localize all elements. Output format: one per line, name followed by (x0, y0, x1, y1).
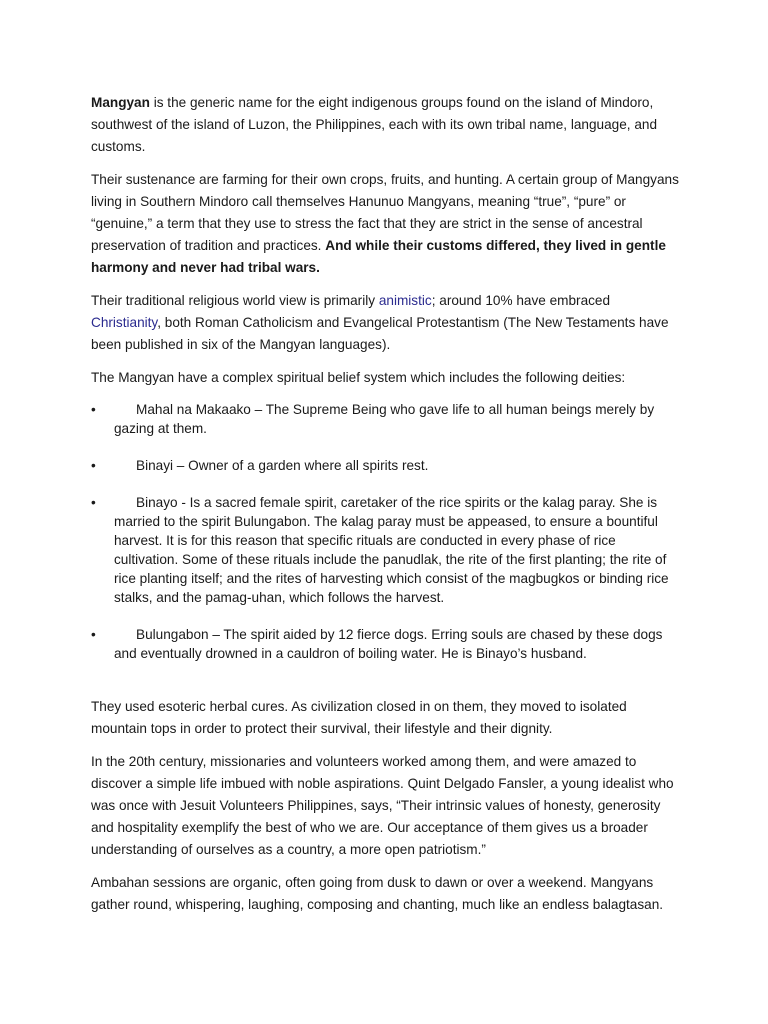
religion-paragraph (91, 290, 681, 356)
intro-paragraph (91, 92, 681, 158)
deity-text: Mahal na Makaako – The Supreme Being who gave life to all human beings merely by gazing at them. (114, 402, 655, 436)
sustenance-paragraph (91, 169, 681, 279)
list-item (91, 625, 681, 663)
sustenance-text: Their sustenance are farming for their own crops, fruits, and hunting. A certain group of Mangyans living in Southern Mindoro call themselves Hanunuo Mangyans, meaning “true”, “pure” or “genuine,” a term that they use to stress the fact that they are strict in the sense of ancestral preservation of tradition and practices. (91, 172, 679, 253)
harmony-sentence: And while their customs differed, they lived in gentle harmony and never had tribal wars. (91, 238, 666, 275)
bullet-icon: • (91, 495, 96, 510)
religion-text-2: ; around 10% have embraced (431, 293, 611, 308)
deities-intro-paragraph: The Mangyan have a complex spiritual belief system which includes the following deities: (91, 370, 626, 385)
intro-text: is the generic name for the eight indigenous groups found on the island of Mindoro, southwest of the island of Luzon, the Philippines, each with its own tribal name, language, and customs. (91, 95, 658, 154)
religion-text-3: , both Roman Catholicism and Evangelical Protestantism (The New Testaments have been published in six of the Mangyan languages). (91, 315, 669, 352)
bullet-icon: • (91, 402, 96, 417)
ambahan-paragraph: Ambahan sessions are organic, often going from dusk to dawn or over a weekend. Mangyans gather round, whispering, laughing, composing and chanting, much like an endless balagtasan. (91, 875, 664, 912)
animistic-link[interactable]: animistic (378, 293, 432, 308)
deity-text: Bulungabon – The spirit aided by 12 fierce dogs. Erring souls are chased by these dogs and eventually drowned in a cauldron of boiling water. He is Binayo’s husband. (114, 627, 663, 661)
bullet-icon: • (91, 627, 96, 642)
deities-list (91, 400, 681, 663)
list-item (91, 456, 681, 475)
list-item (91, 493, 681, 607)
missionaries-paragraph: In the 20th century, missionaries and volunteers worked among them, and were amazed to discover a simple life imbued with noble aspirations. Quint Delgado Fansler, a young idealist who was once with Jesuit Volunteers Philippines, says, “Their intrinsic values of honesty, generosity and hospitality exemplify the best of who we are. Our acceptance of them gives us a broader understanding of ourselves as a country, a more open patriotism.” (91, 754, 674, 857)
herbal-paragraph: They used esoteric herbal cures. As civilization closed in on them, they moved to isolated mountain tops in order to protect their survival, their lifestyle and their dignity. (91, 699, 627, 736)
bullet-icon: • (91, 458, 96, 473)
term-mangyan: Mangyan (91, 95, 150, 110)
deity-text: Binayi – Owner of a garden where all spirits rest. (136, 458, 429, 473)
document-body (91, 92, 681, 927)
deity-text: Binayo - Is a sacred female spirit, caretaker of the rice spirits or the kalag paray. She is married to the spirit Bulungabon. The kalag paray must be appeased, to ensure a bountiful harvest. It is for this reason that specific rituals are conducted in every phase of rice cultivation. Some of these rituals include the panudlak, the rite of the first planting; the rite of rice planting itself; and the rites of harvesting which consist of the magbugkos or binding rice stalks, and the pamag-uhan, which follows the harvest. (114, 495, 669, 605)
christianity-link[interactable]: Christianity (91, 315, 158, 330)
list-item (91, 400, 681, 438)
religion-text-1: Their traditional religious world view is primarily (91, 293, 379, 308)
